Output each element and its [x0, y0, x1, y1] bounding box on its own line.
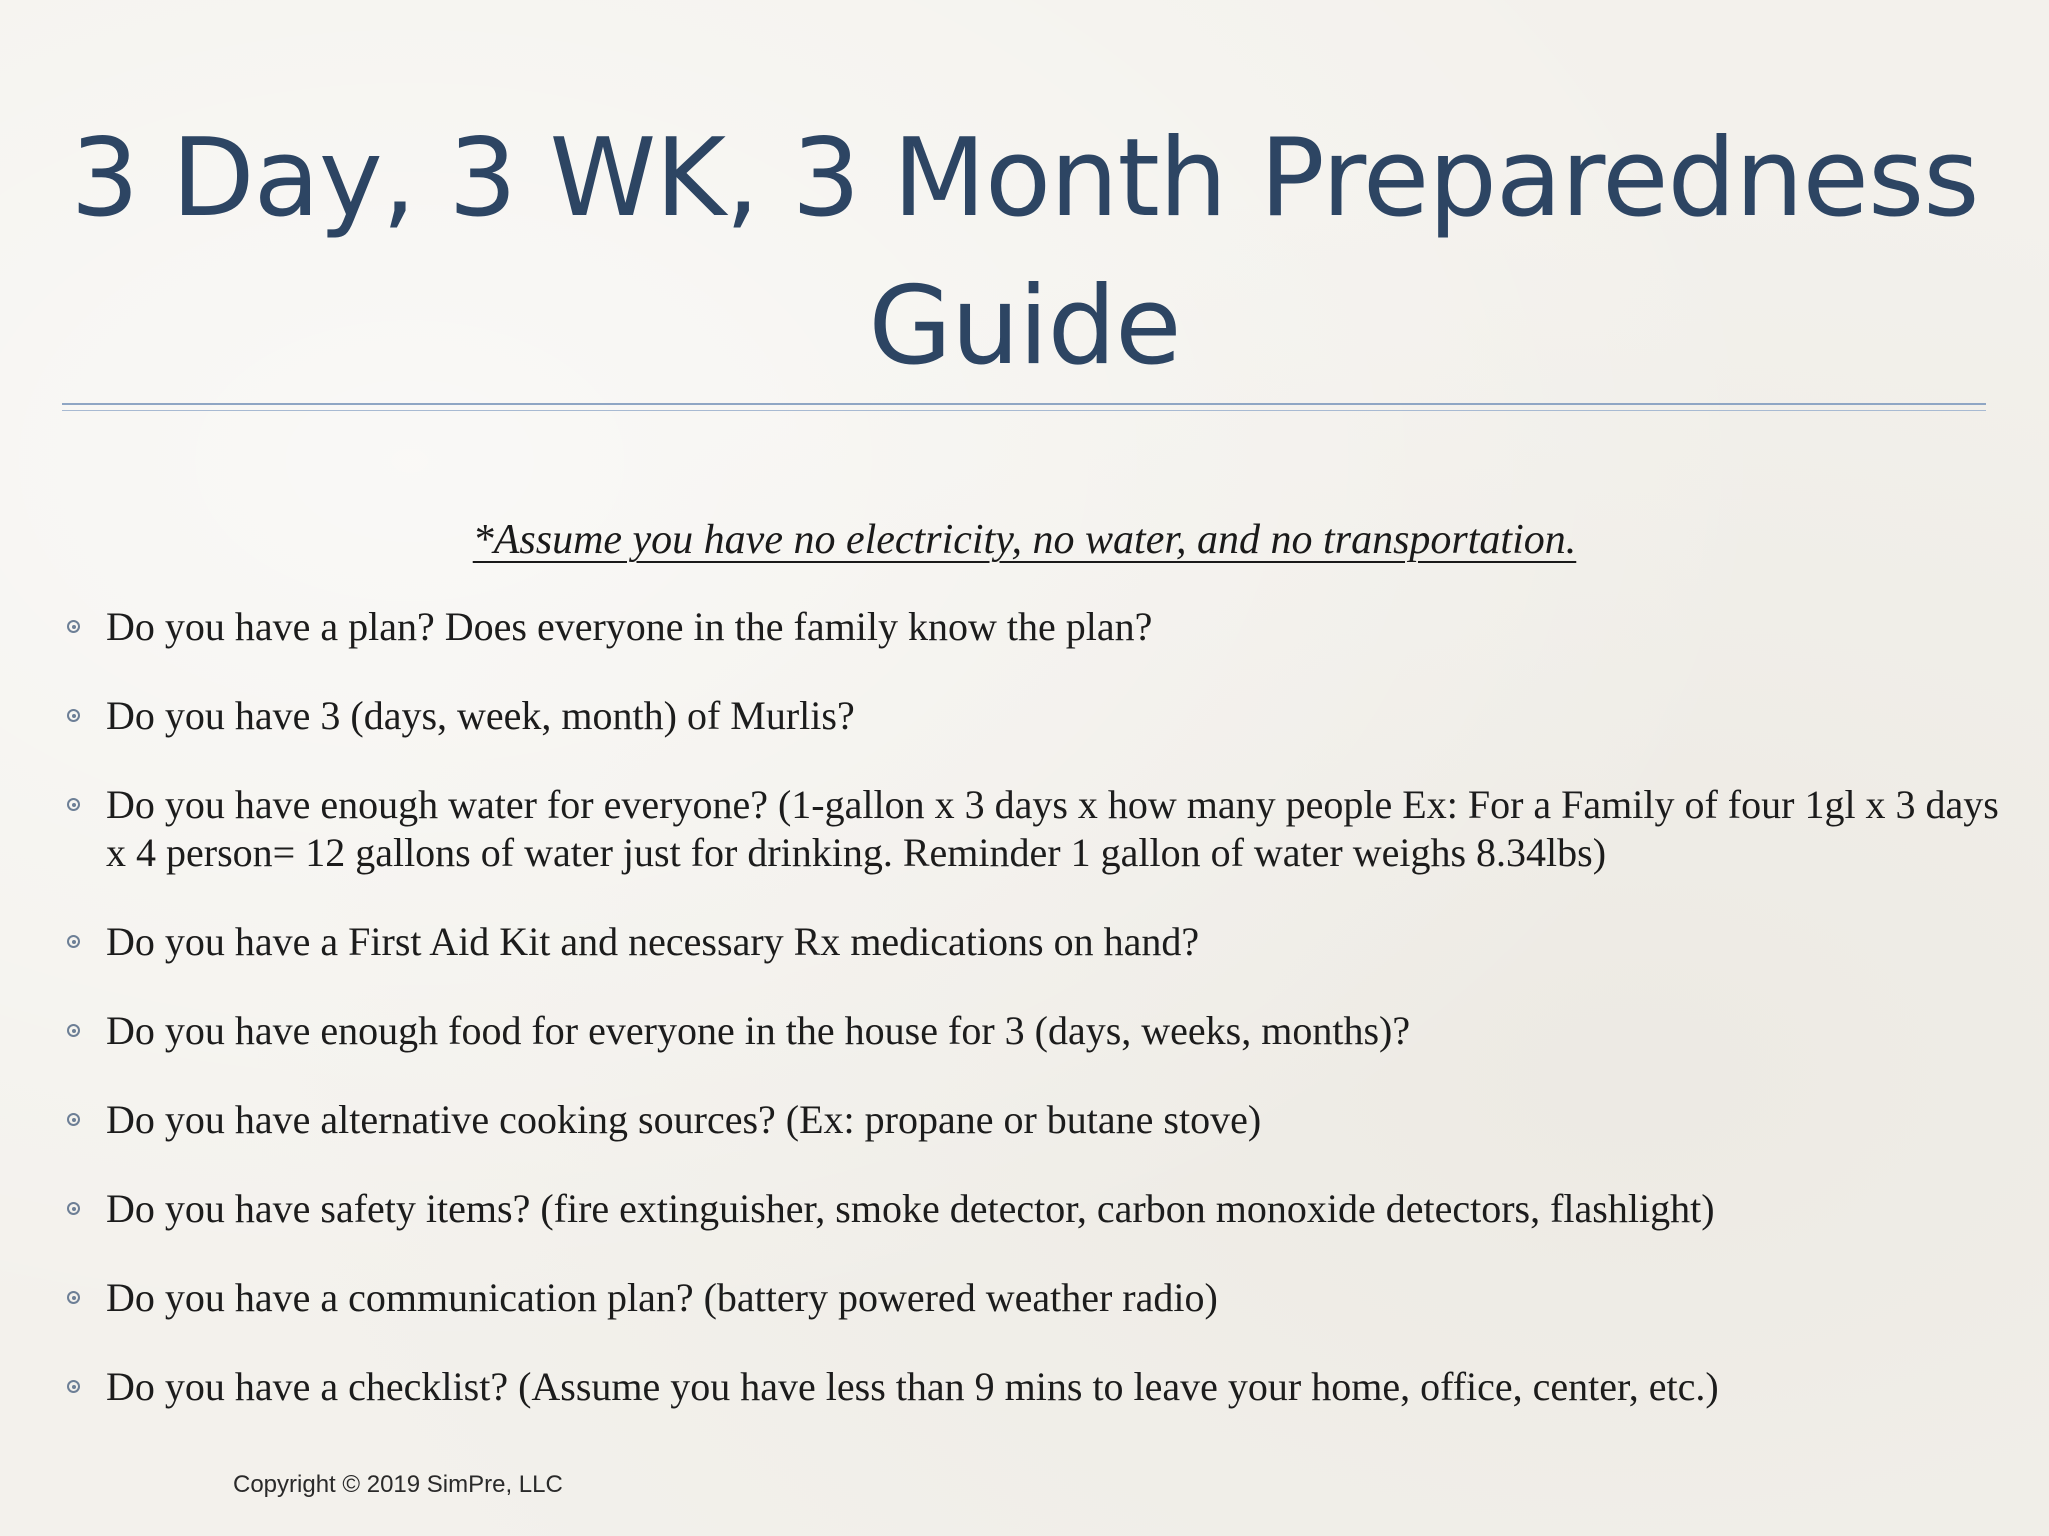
- circled-dot-icon: [67, 798, 80, 811]
- list-item-text: Do you have a communication plan? (battery powered weather radio): [106, 1275, 1218, 1320]
- circled-dot-icon: [67, 1113, 80, 1126]
- list-item-text: Do you have a plan? Does everyone in the family know the plan?: [106, 604, 1153, 649]
- circled-dot-icon: [67, 1202, 80, 1215]
- checklist: [60, 603, 2000, 1452]
- slide-title-line-2: Guide: [868, 264, 1181, 389]
- slide-title-line-1: 3 Day, 3 WK, 3 Month Preparedness: [70, 116, 1979, 241]
- circled-dot-icon: [67, 709, 80, 722]
- list-item: [60, 1363, 2000, 1411]
- list-item-text: Do you have enough food for everyone in the house for 3 (days, weeks, months)?: [106, 1008, 1411, 1053]
- list-item-text: Do you have alternative cooking sources? (Ex: propane or butane stove): [106, 1097, 1262, 1142]
- title-divider: [62, 403, 1986, 405]
- list-item: [60, 603, 2000, 651]
- list-item: [60, 781, 2000, 877]
- list-item-text: Do you have a checklist? (Assume you have less than 9 mins to leave your home, office, center, etc.): [106, 1364, 1719, 1409]
- list-item: [60, 1096, 2000, 1144]
- list-item-text: Do you have enough water for everyone? (1-gallon x 3 days x how many people Ex: For a Family of four 1gl x 3 days x 4 person= 12 gallons of water just for drinking. Reminder 1 gallon of water weighs 8.34lbs): [106, 782, 1999, 875]
- slide-title: [60, 105, 1989, 401]
- list-item: [60, 1185, 2000, 1233]
- list-item-text: Do you have 3 (days, week, month) of Murlis?: [106, 693, 855, 738]
- copyright-notice: Copyright © 2019 SimPre, LLC: [233, 1471, 563, 1498]
- list-item: [60, 1007, 2000, 1055]
- circled-dot-icon: [67, 1024, 80, 1037]
- assumption-note: *Assume you have no electricity, no water, and no transportation.: [472, 517, 1577, 563]
- list-item-text: Do you have safety items? (fire extinguisher, smoke detector, carbon monoxide detectors, flashlight): [106, 1186, 1715, 1231]
- circled-dot-icon: [67, 935, 80, 948]
- list-item: [60, 918, 2000, 966]
- circled-dot-icon: [67, 1291, 80, 1304]
- circled-dot-icon: [67, 620, 80, 633]
- list-item-text: Do you have a First Aid Kit and necessary Rx medications on hand?: [106, 919, 1200, 964]
- list-item: [60, 692, 2000, 740]
- title-divider-secondary: [62, 410, 1986, 411]
- list-item: [60, 1274, 2000, 1322]
- circled-dot-icon: [67, 1380, 80, 1393]
